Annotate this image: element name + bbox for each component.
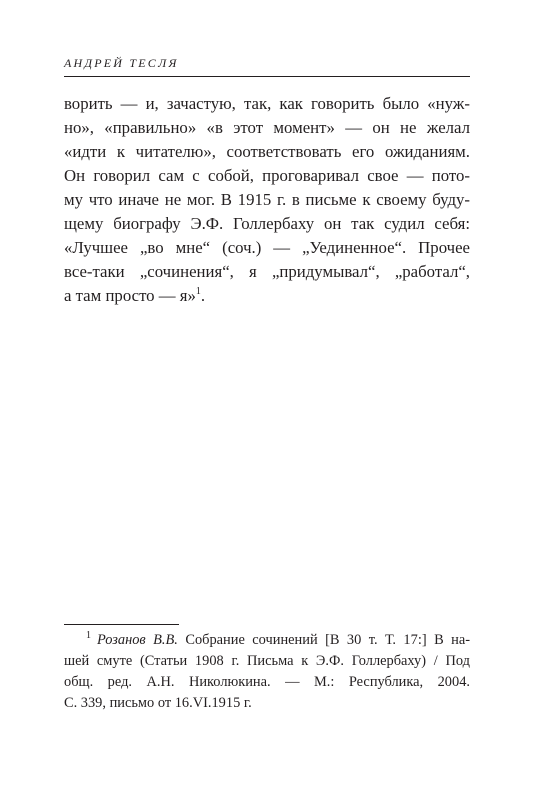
body-line: «Лучшее „во мне“ (соч.) — „Уединенное“. Прочее: [64, 238, 470, 257]
body-line: но», «правильно» «в этот момент» — он не желал: [64, 118, 470, 137]
footnote-reference: 1: [195, 286, 201, 297]
running-head: АНДРЕЙ ТЕСЛЯ: [64, 56, 179, 70]
body-line-text: а там просто — я»: [64, 286, 196, 305]
body-line: «идти к читателю», соответствовать его ожиданиям.: [64, 142, 470, 161]
footnote-title: Собрание сочинений [В 30 т. Т. 17:] В на-: [177, 632, 470, 648]
footnote: [64, 630, 470, 714]
footnote-line: шей смуте (Статьи 1908 г. Письма к Э.Ф. Голлербаху) / Под: [64, 653, 470, 669]
body-line-last: а там просто — я»$^1$.: [64, 286, 206, 305]
footnote-line: общ. ред. А.Н. Николюкина. — М.: Республика, 2004.: [64, 674, 470, 690]
body-line: щему биографу Э.Ф. Голлербаху он так судил себя:: [64, 214, 470, 233]
body-paragraph: [64, 92, 470, 308]
footnote-line: [64, 630, 470, 651]
body-line: ворить — и, зачастую, так, как говорить было «нуж-: [64, 94, 470, 113]
header-rule: [64, 76, 470, 77]
footnote-rule: [64, 624, 179, 625]
footnote-line: С. 339, письмо от 16.VI.1915 г.: [64, 695, 252, 711]
body-line: все-таки „сочинения“, я „придумывал“, „работал“,: [64, 262, 470, 281]
footnote-author: Розанов В.В.: [97, 632, 178, 648]
footnote-number: 1: [86, 630, 91, 641]
body-line: му что иначе не мог. В 1915 г. в письме к своему буду-: [64, 190, 470, 209]
body-line: Он говорил сам с собой, проговаривал свое — пото-: [64, 166, 470, 185]
